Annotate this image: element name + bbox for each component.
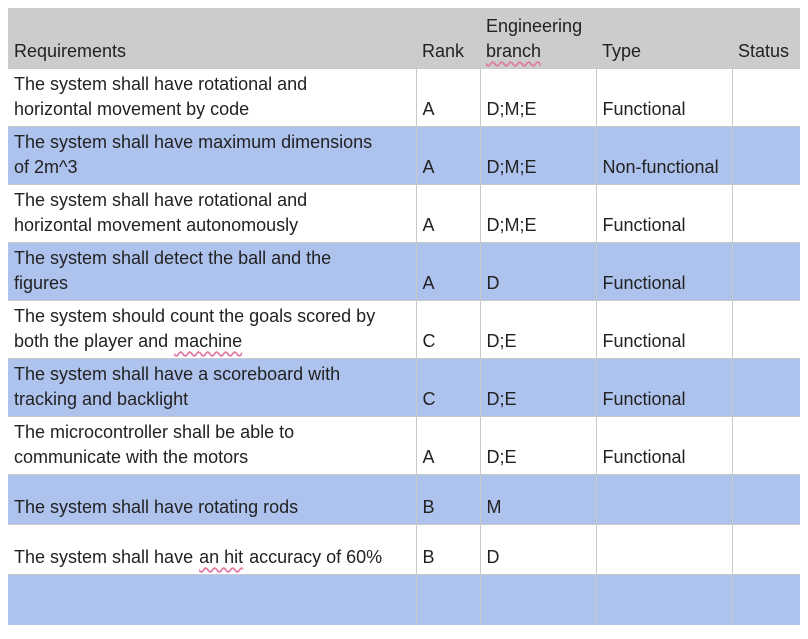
- status-cell[interactable]: [732, 68, 800, 126]
- rank-cell[interactable]: C: [416, 300, 480, 358]
- table-row: [8, 474, 800, 524]
- empty-cell[interactable]: [732, 574, 800, 625]
- type-cell[interactable]: Functional: [596, 68, 732, 126]
- status-cell[interactable]: [732, 242, 800, 300]
- type-cell[interactable]: Functional: [596, 358, 732, 416]
- requirement-cell[interactable]: The system shall have maximum dimensions of 2m^3: [8, 126, 416, 184]
- status-cell[interactable]: [732, 126, 800, 184]
- empty-cell[interactable]: [8, 574, 416, 625]
- header-requirements[interactable]: Requirements: [14, 40, 127, 61]
- type-cell[interactable]: Functional: [596, 242, 732, 300]
- requirement-cell[interactable]: The system shall have a scoreboard with tracking and backlight: [8, 358, 416, 416]
- requirement-cell[interactable]: The system shall detect the ball and the figures: [8, 242, 416, 300]
- rank-cell[interactable]: B: [416, 524, 480, 574]
- header-status[interactable]: Status: [738, 40, 790, 61]
- empty-row: [8, 574, 800, 625]
- table-row: [8, 300, 800, 358]
- type-cell[interactable]: Non-functional: [596, 126, 732, 184]
- table-row: [8, 358, 800, 416]
- table-row: [8, 524, 800, 574]
- header-engineering-branch[interactable]: [480, 8, 596, 68]
- table-row: [8, 126, 800, 184]
- header-rank[interactable]: Rank: [422, 40, 465, 61]
- rank-cell[interactable]: C: [416, 358, 480, 416]
- branch-cell[interactable]: D;M;E: [480, 184, 596, 242]
- status-cell[interactable]: [732, 184, 800, 242]
- requirements-table: [8, 8, 800, 625]
- branch-cell[interactable]: M: [480, 474, 596, 524]
- requirement-cell[interactable]: The system shall have rotating rods: [8, 474, 416, 524]
- requirement-cell[interactable]: The microcontroller shall be able to communicate with the motors: [8, 416, 416, 474]
- branch-cell[interactable]: D: [480, 524, 596, 574]
- type-cell[interactable]: [596, 474, 732, 524]
- status-cell[interactable]: [732, 416, 800, 474]
- status-cell[interactable]: [732, 358, 800, 416]
- rank-cell[interactable]: A: [416, 242, 480, 300]
- table-row: [8, 416, 800, 474]
- empty-cell[interactable]: [596, 574, 732, 625]
- requirement-cell[interactable]: The system shall have an hit accuracy of 60%: [8, 524, 416, 574]
- rank-cell[interactable]: A: [416, 416, 480, 474]
- status-cell[interactable]: [732, 300, 800, 358]
- rank-cell[interactable]: A: [416, 126, 480, 184]
- empty-cell[interactable]: [416, 574, 480, 625]
- type-cell[interactable]: Functional: [596, 184, 732, 242]
- type-cell[interactable]: [596, 524, 732, 574]
- header-row: [8, 8, 800, 68]
- empty-cell[interactable]: [480, 574, 596, 625]
- rank-cell[interactable]: A: [416, 184, 480, 242]
- branch-cell[interactable]: D;M;E: [480, 68, 596, 126]
- header-type[interactable]: Type: [602, 40, 642, 61]
- rank-cell[interactable]: A: [416, 68, 480, 126]
- requirement-cell[interactable]: The system should count the goals scored by both the player and machine: [8, 300, 416, 358]
- requirement-cell[interactable]: The system shall have rotational and horizontal movement by code: [8, 68, 416, 126]
- table-row: [8, 184, 800, 242]
- branch-cell[interactable]: D: [480, 242, 596, 300]
- requirement-cell[interactable]: The system shall have rotational and horizontal movement autonomously: [8, 184, 416, 242]
- branch-cell[interactable]: D;E: [480, 358, 596, 416]
- rank-cell[interactable]: B: [416, 474, 480, 524]
- table-row: [8, 242, 800, 300]
- status-cell[interactable]: [732, 474, 800, 524]
- table-row: [8, 68, 800, 126]
- header-branch-line2: branch: [486, 40, 542, 61]
- type-cell[interactable]: Functional: [596, 416, 732, 474]
- branch-cell[interactable]: D;E: [480, 416, 596, 474]
- status-cell[interactable]: [732, 524, 800, 574]
- header-branch-line1: Engineering: [486, 15, 583, 36]
- branch-cell[interactable]: D;E: [480, 300, 596, 358]
- branch-cell[interactable]: D;M;E: [480, 126, 596, 184]
- type-cell[interactable]: Functional: [596, 300, 732, 358]
